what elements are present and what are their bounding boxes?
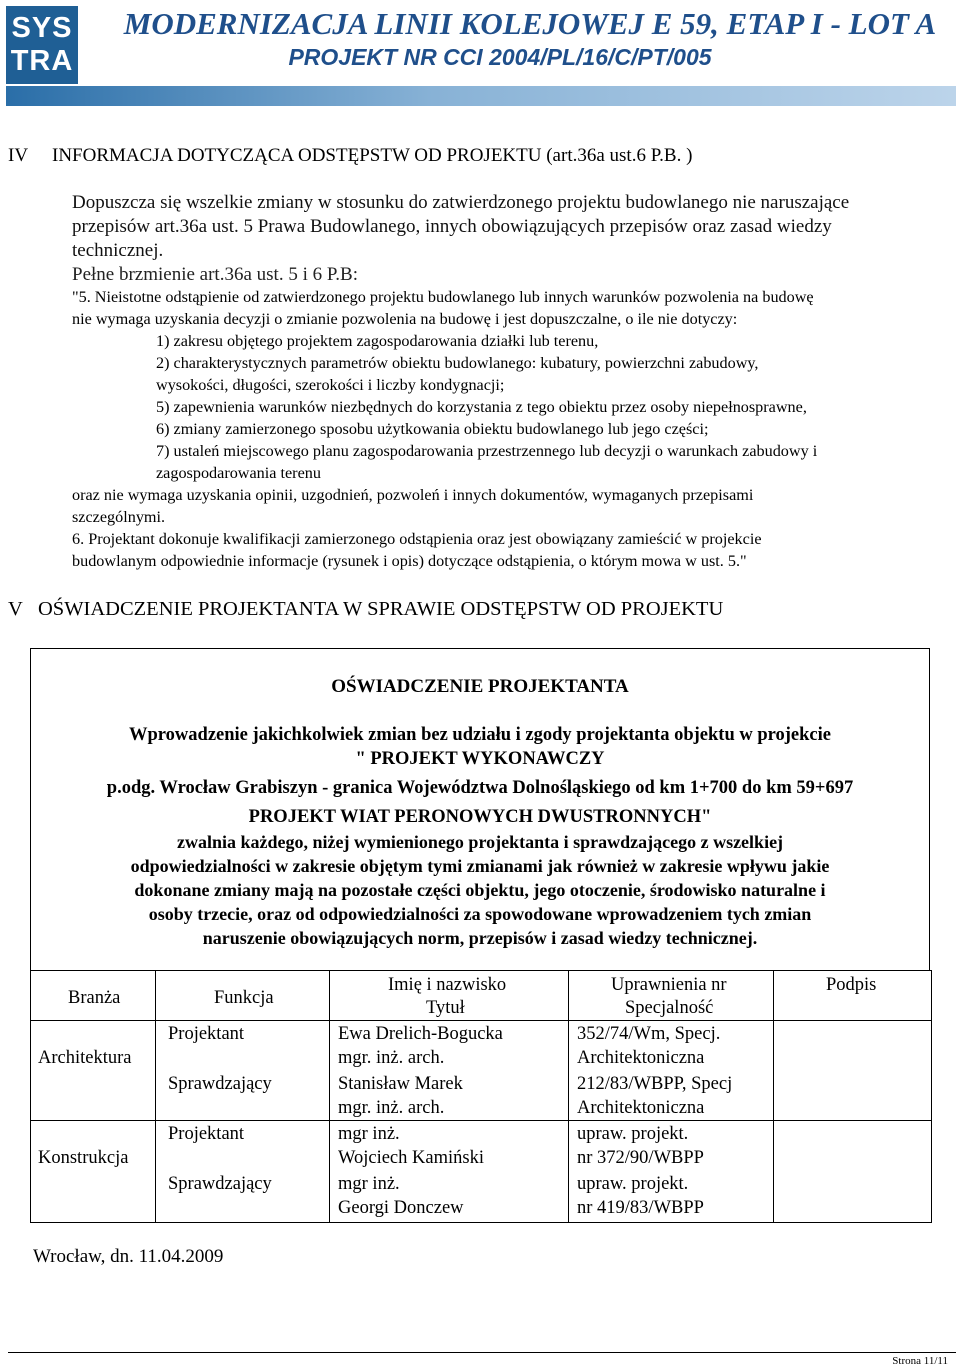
table-border <box>931 970 932 1223</box>
statement-line: Wprowadzenie jakichkolwiek zmian bez udziału i zgody projektanta objektu w projekcie <box>129 725 831 745</box>
quote-line: 6. Projektant dokonuje kwalifikacji zamierzonego odstąpienia oraz jest obowiązany zamieścić w projekcie <box>72 530 762 548</box>
statement-line: dokonane zmiany mają na pozostałe części objektu, jego otoczenie, środowisko naturalne i <box>134 880 826 900</box>
law-quote <box>72 286 952 572</box>
table-border <box>30 1222 932 1223</box>
intro-line: Dopuszcza się wszelkie zmiany w stosunku do zatwierdzonego projektu budowlanego nie naruszające <box>72 192 850 213</box>
table-border <box>155 970 156 1223</box>
person-title: mgr. inż. arch. <box>338 1098 445 1118</box>
license-specialty: nr 372/90/WBPP <box>577 1148 704 1168</box>
quote-line: budowlanym odpowiednie informacje (rysunek i opis) dotyczące odstąpienia, o którym mowa w ust. 5." <box>72 552 747 570</box>
section-iv-heading <box>8 143 692 169</box>
license-number: upraw. projekt. <box>577 1174 689 1194</box>
license-number: upraw. projekt. <box>577 1124 689 1144</box>
license-specialty: Architektoniczna <box>577 1098 705 1118</box>
branch-construction: Konstrukcja <box>38 1148 129 1168</box>
document-title: MODERNIZACJA LINII KOLEJOWEJ E 59, ETAP I - LOT A <box>123 6 937 41</box>
statement-line: " PROJEKT WYKONAWCZY <box>355 749 605 769</box>
table-border <box>30 970 932 971</box>
quote-line: 2) charakterystycznych parametrów obiektu budowlanego: kubatury, powierzchni zabudowy, <box>156 354 759 372</box>
role-checker: Sprawdzający <box>168 1174 272 1194</box>
quote-line: "5. Nieistotne odstąpienie od zatwierdzonego projektu budowlanego lub innych warunków pozwolenia na budowę <box>72 288 814 306</box>
quote-line: 1) zakresu objętego projektem zagospodarowania działki lub terenu, <box>156 332 599 350</box>
section-title: INFORMACJA DOTYCZĄCA ODSTĘPSTW OD PROJEKTU (art.36a ust.6 P.B. ) <box>52 145 693 166</box>
person-name: Wojciech Kamiński <box>338 1148 484 1168</box>
quote-line: zagospodarowania terenu <box>156 464 321 482</box>
statement-line: osoby trzecie, oraz od odpowiedzialności za spowodowane wprowadzeniem tych zmian <box>148 904 812 924</box>
intro-line: technicznej. <box>72 240 164 261</box>
statement-line: PROJEKT WIAT PERONOWYCH DWUSTRONNYCH" <box>248 807 712 827</box>
section-iv-intro <box>72 191 932 287</box>
statement-title: OŚWIADCZENIE PROJEKTANTA <box>331 676 629 697</box>
quote-line: szczególnymi. <box>72 508 166 526</box>
branch-architecture: Architektura <box>38 1048 132 1068</box>
license-specialty: nr 419/83/WBPP <box>577 1198 704 1218</box>
statement-line: odpowiedzialności w zakresie objętym tymi zmianami jak również w zakresie wpływu jakie <box>130 856 830 876</box>
logo-text-bottom: TRA <box>10 45 74 77</box>
table-border <box>30 970 31 1223</box>
systra-logo <box>6 6 78 84</box>
table-border <box>568 970 569 1223</box>
license-number: 352/74/Wm, Specj. <box>577 1024 721 1044</box>
statement-line: p.odg. Wrocław Grabiszyn - granica Województwa Dolnośląskiego od km 1+700 do km 59+697 <box>106 778 854 798</box>
quote-line: 6) zmiany zamierzonego sposobu użytkowania obiektu budowlanego lub jego części; <box>156 420 709 438</box>
section-number: V <box>8 598 23 620</box>
header-uprawnienia: Uprawnienia nr <box>611 975 727 995</box>
statement-line: zwalnia każdego, niżej wymienionego projektanta i sprawdzającego z wszelkiej <box>176 832 784 852</box>
role-designer: Projektant <box>168 1024 245 1044</box>
role-checker: Sprawdzający <box>168 1074 272 1094</box>
table-border <box>773 970 774 1223</box>
license-specialty: Architektoniczna <box>577 1048 705 1068</box>
header-specjalnosc: Specjalność <box>625 998 714 1018</box>
designer-statement-box <box>30 648 930 971</box>
person-title: mgr inż. <box>338 1124 400 1144</box>
footer-divider <box>8 1352 956 1353</box>
role-designer: Projektant <box>168 1124 245 1144</box>
license-number: 212/83/WBPP, Specj <box>577 1074 733 1094</box>
project-number: PROJEKT NR CCI 2004/PL/16/C/PT/005 <box>288 44 712 70</box>
person-name: Ewa Drelich-Bogucka <box>338 1024 503 1044</box>
intro-line: przepisów art.36a ust. 5 Prawa Budowlanego, innych obowiązujących przepisów oraz zasad wiedzy <box>72 216 832 237</box>
section-number: IV <box>8 145 29 166</box>
person-name: Stanisław Marek <box>338 1074 463 1094</box>
table-border <box>30 1120 932 1121</box>
quote-line: 5) zapewnienia warunków niezbędnych do korzystania z tego obiektu przez osoby niepełnosprawne, <box>156 398 807 416</box>
table-border <box>30 1020 932 1021</box>
quote-line: wysokości, długości, szerokości i liczby kondygnacji; <box>156 376 505 394</box>
header-funkcja: Funkcja <box>214 988 274 1008</box>
header-branza: Branża <box>68 988 121 1008</box>
document-date: Wrocław, dn. 11.04.2009 <box>33 1246 224 1267</box>
page-number: Strona 11/11 <box>892 1355 948 1367</box>
quote-line: oraz nie wymaga uzyskania opinii, uzgodnień, pozwoleń i innych dokumentów, wymaganych przepisami <box>72 486 754 504</box>
person-name: Georgi Donczew <box>338 1198 464 1218</box>
header-gradient-bar <box>6 86 956 106</box>
quote-line: 7) ustaleń miejscowego planu zagospodarowania przestrzennego lub decyzji o warunkach zabudowy i <box>156 442 818 460</box>
logo-text-top: SYS <box>11 12 73 44</box>
header-tytul: Tytuł <box>426 998 465 1018</box>
intro-line: Pełne brzmienie art.36a ust. 5 i 6 P.B: <box>72 264 359 285</box>
table-border <box>329 970 330 1223</box>
section-title: OŚWIADCZENIE PROJEKTANTA W SPRAWIE ODSTĘPSTW OD PROJEKTU <box>38 598 724 620</box>
person-title: mgr inż. <box>338 1174 400 1194</box>
header-podpis: Podpis <box>826 975 877 995</box>
quote-line: nie wymaga uzyskania decyzji o zmianie pozwolenia na budowę i jest dopuszczalne, o ile nie dotyczy: <box>72 310 738 328</box>
header-imie: Imię i nazwisko <box>388 975 507 995</box>
statement-line: naruszenie obowiązujących norm, przepisów i zasad wiedzy technicznej. <box>202 928 758 948</box>
section-v-heading <box>8 595 723 623</box>
person-title: mgr. inż. arch. <box>338 1048 445 1068</box>
